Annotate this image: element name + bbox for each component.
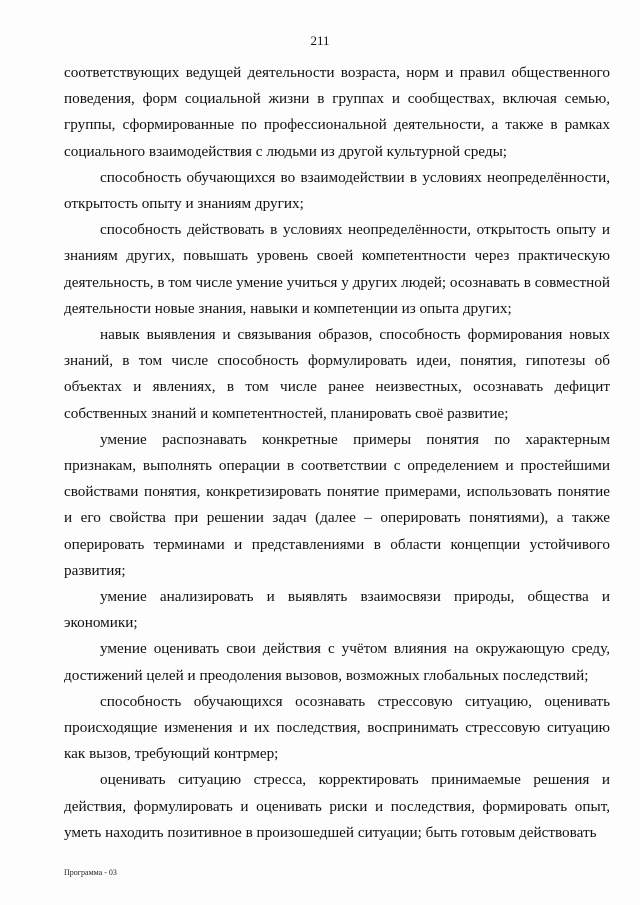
- paragraph: оценивать ситуацию стресса, корректировать принимаемые решения и действия, формулировать и оценивать риски и последствия, формировать опыт, уметь находить позитивное в произошедшей ситуации; быть готовым действовать: [64, 771, 610, 841]
- paragraph: умение распознавать конкретные примеры понятия по характерным признакам, выполнять операции в соответствии с определением и простейшими свойствами понятия, конкретизировать понятие примерами, использовать понятие и его свойства при решении задач (далее – оперировать понятиями), а также оперировать терминами и представлениями в области концепции устойчивого развития;: [64, 430, 610, 579]
- paragraph: способность обучающихся осознавать стрессовую ситуацию, оценивать происходящие изменения и их последствия, воспринимать стрессовую ситуацию как вызов, требующий контрмер;: [64, 692, 610, 763]
- footer-label: Программа - 03: [64, 868, 117, 877]
- paragraph: соответствующих ведущей деятельности возраста, норм и правил общественного поведения, форм социальной жизни в группах и сообществах, включая семью, группы, сформированные по профессиональной деятельности, а также в рамках социального взаимодействия с людьми из другой культурной среды;: [64, 64, 610, 160]
- body-text: [64, 60, 610, 846]
- paragraph: способность действовать в условиях неопределённости, открытость опыту и знаниям других, повышать уровень своей компетентности через практическую деятельность, в том числе умение учиться у других людей; осознавать в совместной деятельности новые знания, навыки и компетенции из опыта других;: [64, 221, 610, 317]
- paragraph: умение оценивать свои действия с учётом влияния на окружающую среду, достижений целей и преодоления вызовов, возможных глобальных последствий;: [64, 640, 610, 684]
- paragraph: навык выявления и связывания образов, способность формирования новых знаний, в том числе способность формулировать идеи, понятия, гипотезы об объектах и явлениях, в том числе ранее неизвестных, осознавать дефицит собственных знаний и компетентностей, планировать своё развитие;: [64, 326, 610, 422]
- page-number: 211: [310, 33, 330, 48]
- paragraph: умение анализировать и выявлять взаимосвязи природы, общества и экономики;: [64, 588, 610, 632]
- paragraph: способность обучающихся во взаимодействии в условиях неопределённости, открытость опыту и знаниям других;: [64, 168, 610, 213]
